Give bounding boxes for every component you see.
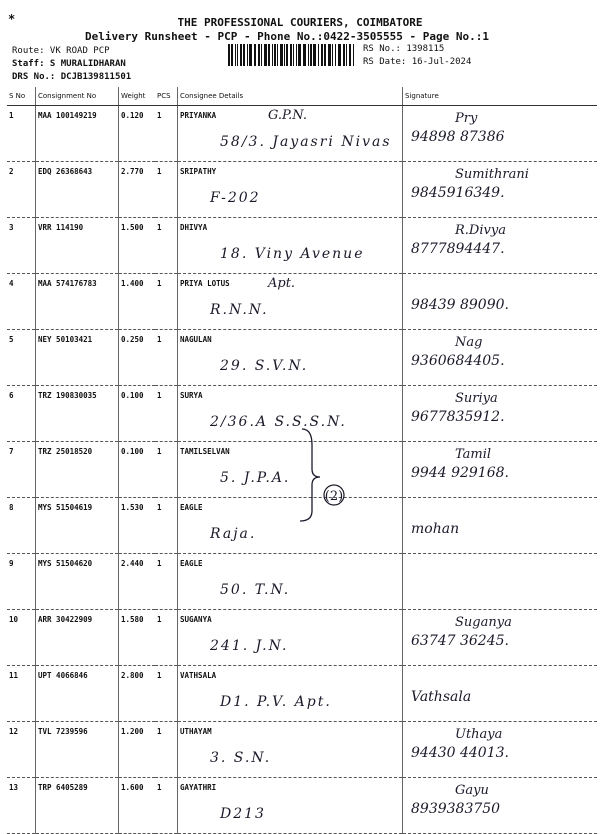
row-consignee-details xyxy=(178,386,403,442)
row-weight: 1.580 xyxy=(119,610,156,666)
table-row xyxy=(7,610,597,666)
barcode-bar xyxy=(249,44,252,66)
col-details: Consignee Details xyxy=(178,87,403,106)
barcode-bar xyxy=(335,44,336,66)
row-pcs: 1 xyxy=(155,554,178,610)
table-row xyxy=(7,162,597,218)
row-signature xyxy=(403,106,598,162)
barcode-bar xyxy=(318,44,319,66)
row-pcs: 1 xyxy=(155,610,178,666)
drs-label: DRS No.: DCJB139811501 xyxy=(12,72,132,82)
handwritten-address: 18. Viny Avenue xyxy=(220,246,365,262)
barcode-bar xyxy=(290,44,292,66)
bracket-annotation xyxy=(296,425,356,525)
row-consignment: VRR 114190 xyxy=(36,218,119,274)
row-consignee-details xyxy=(178,610,403,666)
row-weight: 1.600 xyxy=(119,778,156,834)
barcode-bar xyxy=(343,44,345,66)
table-header-row xyxy=(7,87,597,106)
handwritten-address: 3. S.N. xyxy=(210,750,272,766)
barcode-bar xyxy=(258,44,260,66)
barcode-bar xyxy=(286,44,288,66)
handwritten-address: 50. T.N. xyxy=(220,582,291,598)
row-consignee-details xyxy=(178,442,403,498)
signature-scribble: Suriya xyxy=(455,391,498,406)
row-consignee-details xyxy=(178,106,403,162)
barcode-bar xyxy=(254,44,256,66)
col-sno: S No xyxy=(7,87,36,106)
signature-phone: 9845916349. xyxy=(411,185,505,201)
barcode-bar xyxy=(261,44,262,66)
row-consignee-details xyxy=(178,554,403,610)
signature-scribble: Tamil xyxy=(455,447,492,462)
barcode-bar xyxy=(328,44,331,66)
handwritten-note: G.P.N. xyxy=(268,108,307,123)
row-pcs: 1 xyxy=(155,442,178,498)
row-sno: 2 xyxy=(7,162,36,218)
row-consignment: EDQ 26368643 xyxy=(36,162,119,218)
consignee-name: PRIYANKA xyxy=(180,111,217,120)
barcode-bar xyxy=(277,44,278,66)
barcode-bar xyxy=(308,44,309,66)
col-signature: Signature xyxy=(403,87,598,106)
signature-scribble: Gayu xyxy=(455,783,489,798)
consignee-name: SRIPATHY xyxy=(180,167,217,176)
row-signature xyxy=(403,162,598,218)
row-weight: 0.120 xyxy=(119,106,156,162)
table-row xyxy=(7,274,597,330)
barcode-bar xyxy=(272,44,273,66)
row-pcs: 1 xyxy=(155,218,178,274)
signature-scribble xyxy=(455,503,595,521)
signature-phone: 94898 87386 xyxy=(411,129,505,145)
table-row xyxy=(7,330,597,386)
row-sno: 8 xyxy=(7,498,36,554)
signature-scribble: Uthaya xyxy=(455,727,503,742)
consignee-name: DHIVYA xyxy=(180,223,208,232)
signature-phone: 9944 929168. xyxy=(411,465,509,481)
col-consignment: Consignment No xyxy=(36,87,119,106)
row-signature xyxy=(403,274,598,330)
col-weight: Weight xyxy=(119,87,156,106)
row-weight: 1.400 xyxy=(119,274,156,330)
handwritten-address: 29. S.V.N. xyxy=(220,358,309,374)
row-signature xyxy=(403,386,598,442)
row-pcs: 1 xyxy=(155,386,178,442)
row-pcs: 1 xyxy=(155,498,178,554)
row-consignment: MAA 574176783 xyxy=(36,274,119,330)
signature-scribble: Nag xyxy=(455,335,483,350)
row-weight: 2.440 xyxy=(119,554,156,610)
barcode-bar xyxy=(293,44,294,66)
row-weight: 2.770 xyxy=(119,162,156,218)
signature-scribble xyxy=(455,279,595,297)
barcode-bar xyxy=(349,44,351,66)
barcode-bar xyxy=(231,44,233,66)
signature-phone: 98439 89090. xyxy=(411,297,509,313)
row-consignment: TRZ 190830035 xyxy=(36,386,119,442)
table-row xyxy=(7,218,597,274)
rs-number: RS No.: 1398115 xyxy=(363,44,445,54)
barcode-bar xyxy=(321,44,323,66)
barcode-bar xyxy=(274,44,276,66)
row-weight: 0.250 xyxy=(119,330,156,386)
consignee-name: EAGLE xyxy=(180,559,203,568)
row-sno: 5 xyxy=(7,330,36,386)
row-pcs: 1 xyxy=(155,162,178,218)
company-title: THE PROFESSIONAL COURIERS, COIMBATORE xyxy=(177,16,423,29)
row-signature xyxy=(403,442,598,498)
handwritten-address: 2/36.A S.S.S.N. xyxy=(210,414,347,430)
handwritten-address: 241. J.N. xyxy=(210,638,289,654)
barcode-bar xyxy=(243,44,245,66)
handwritten-address: 5. J.P.A. xyxy=(220,470,291,486)
row-signature xyxy=(403,218,598,274)
barcode-bar xyxy=(346,44,347,66)
consignee-name: NAGULAN xyxy=(180,335,212,344)
barcode-bar xyxy=(338,44,341,66)
barcode-bar xyxy=(332,44,333,66)
row-pcs: 1 xyxy=(155,722,178,778)
row-pcs: 1 xyxy=(155,106,178,162)
row-consignment: MYS 51504620 xyxy=(36,554,119,610)
handwritten-address: F-202 xyxy=(210,190,261,206)
consignee-name: SUGANYA xyxy=(180,615,212,624)
row-consignee-details xyxy=(178,274,403,330)
row-consignment: MYS 51504619 xyxy=(36,498,119,554)
row-pcs: 1 xyxy=(155,666,178,722)
row-sno: 11 xyxy=(7,666,36,722)
bracket-note: (2) xyxy=(324,489,344,504)
handwritten-note: Apt. xyxy=(268,276,296,291)
row-signature xyxy=(403,666,598,722)
consignee-name: VATHSALA xyxy=(180,671,217,680)
row-consignee-details xyxy=(178,162,403,218)
barcode-bar xyxy=(296,44,297,66)
row-sno: 10 xyxy=(7,610,36,666)
row-consignee-details xyxy=(178,722,403,778)
barcode-bar xyxy=(284,44,285,66)
consignee-name: UTHAYAM xyxy=(180,727,212,736)
barcode-bar xyxy=(247,44,248,66)
row-sno: 13 xyxy=(7,778,36,834)
row-pcs: 1 xyxy=(155,778,178,834)
signature-scribble xyxy=(455,559,595,577)
row-signature xyxy=(403,498,598,554)
signature-phone: 8939383750 xyxy=(411,801,501,817)
table-row xyxy=(7,666,597,722)
row-consignee-details xyxy=(178,330,403,386)
row-consignment: TRZ 25018520 xyxy=(36,442,119,498)
barcode xyxy=(228,44,358,66)
row-sno: 1 xyxy=(7,106,36,162)
barcode-bar xyxy=(240,44,242,66)
row-weight: 1.530 xyxy=(119,498,156,554)
barcode-bar xyxy=(298,44,301,66)
consignee-name: PRIYA LOTUS xyxy=(180,279,230,288)
consignee-name: EAGLE xyxy=(180,503,203,512)
handwritten-address: D1. P.V. Apt. xyxy=(220,694,332,710)
signature-phone: 63747 36245. xyxy=(411,633,509,649)
row-consignee-details xyxy=(178,218,403,274)
row-consignment: MAA 100149219 xyxy=(36,106,119,162)
signature-phone: 8777894447. xyxy=(411,241,505,257)
staff-label: Staff: S MURALIDHARAN xyxy=(12,59,126,69)
row-signature xyxy=(403,778,598,834)
row-sno: 9 xyxy=(7,554,36,610)
table-row xyxy=(7,722,597,778)
handwritten-address: R.N.N. xyxy=(210,302,269,318)
handwritten-address: Raja. xyxy=(210,526,257,542)
row-consignee-details xyxy=(178,666,403,722)
consignee-name: SURYA xyxy=(180,391,203,400)
barcode-bar xyxy=(268,44,270,66)
row-sno: 4 xyxy=(7,274,36,330)
col-pcs: PCS xyxy=(155,87,178,106)
signature-phone: 94430 44013. xyxy=(411,745,509,761)
signature-phone: 9360684405. xyxy=(411,353,505,369)
row-consignment: TVL 7239596 xyxy=(36,722,119,778)
signature-phone: 9677835912. xyxy=(411,409,505,425)
corner-mark: * xyxy=(8,12,16,26)
consignee-name: GAYATHRI xyxy=(180,783,217,792)
row-consignment: TRP 6405289 xyxy=(36,778,119,834)
table-row xyxy=(7,554,597,610)
table-row xyxy=(7,778,597,834)
row-consignment: UPT 4066846 xyxy=(36,666,119,722)
signature-scribble: Pry xyxy=(455,111,478,126)
row-weight: 0.100 xyxy=(119,386,156,442)
row-consignee-details xyxy=(178,778,403,834)
runsheet-subtitle: Delivery Runsheet - PCP - Phone No.:0422-3505555 - Page No.:1 xyxy=(85,30,489,43)
barcode-bar xyxy=(237,44,238,66)
barcode-bar xyxy=(235,44,236,66)
barcode-bar xyxy=(313,44,316,66)
handwritten-address: 58/3. Jayasri Nivas xyxy=(220,134,392,150)
row-weight: 0.100 xyxy=(119,442,156,498)
barcode-bar xyxy=(310,44,312,66)
row-sno: 12 xyxy=(7,722,36,778)
barcode-bar xyxy=(303,44,306,66)
signature-phone: Vathsala xyxy=(411,689,472,705)
row-sno: 6 xyxy=(7,386,36,442)
barcode-bar xyxy=(324,44,326,66)
signature-scribble xyxy=(455,671,595,689)
row-consignment: NEY 50103421 xyxy=(36,330,119,386)
barcode-bar xyxy=(280,44,283,66)
row-pcs: 1 xyxy=(155,274,178,330)
row-sno: 7 xyxy=(7,442,36,498)
row-weight: 2.800 xyxy=(119,666,156,722)
row-weight: 1.200 xyxy=(119,722,156,778)
barcode-bar xyxy=(264,44,267,66)
row-signature xyxy=(403,554,598,610)
consignee-name: TAMILSELVAN xyxy=(180,447,230,456)
row-signature xyxy=(403,722,598,778)
row-signature xyxy=(403,610,598,666)
signature-scribble: Sumithrani xyxy=(455,167,529,182)
row-consignee-details xyxy=(178,498,403,554)
row-sno: 3 xyxy=(7,218,36,274)
signature-scribble: R.Divya xyxy=(455,223,506,238)
handwritten-address: D213 xyxy=(220,806,266,822)
row-weight: 1.500 xyxy=(119,218,156,274)
barcode-bar xyxy=(228,44,230,66)
signature-phone: mohan xyxy=(411,521,460,537)
rs-date: RS Date: 16-Jul-2024 xyxy=(363,57,472,67)
row-signature xyxy=(403,330,598,386)
signature-scribble: Suganya xyxy=(455,615,512,630)
barcode-bar xyxy=(353,44,354,66)
table-row xyxy=(7,106,597,162)
row-pcs: 1 xyxy=(155,330,178,386)
route-label: Route: VK ROAD PCP xyxy=(12,46,110,56)
row-consignment: ARR 30422909 xyxy=(36,610,119,666)
